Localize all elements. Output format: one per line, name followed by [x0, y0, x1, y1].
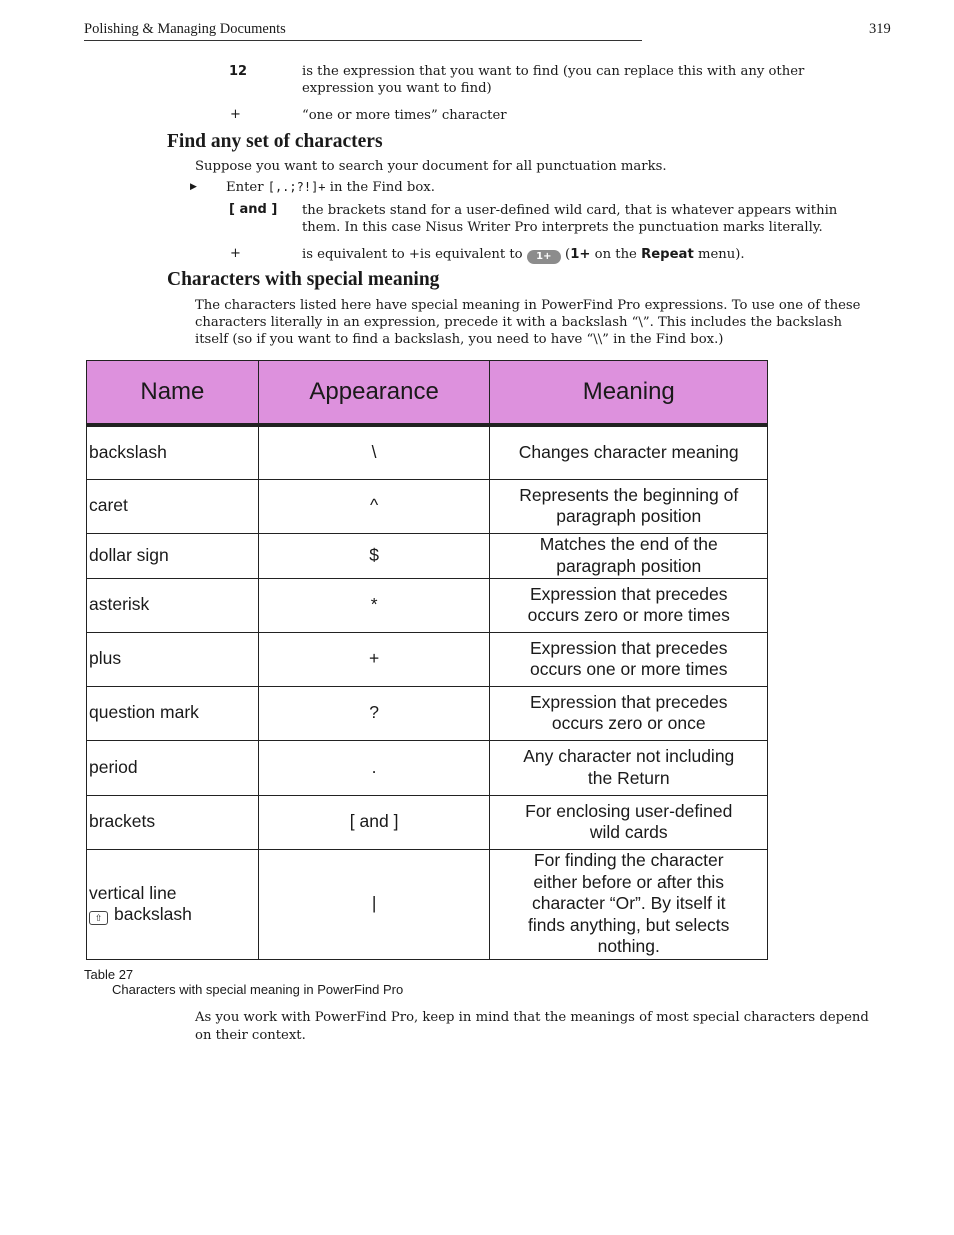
cell-name: brackets [87, 795, 259, 849]
cell-name [87, 849, 259, 959]
meaning-line: Matches the end of the [539, 534, 718, 554]
cell-appearance: \ [258, 425, 490, 479]
col-header-meaning: Meaning [490, 361, 768, 426]
meaning-line: paragraph position [556, 506, 702, 526]
meaning-line: paragraph position [556, 555, 702, 576]
cell-meaning [490, 686, 768, 740]
heading-special-meaning: Characters with special meaning [167, 269, 440, 290]
closing-line2: on their context. [195, 1028, 306, 1043]
cell-meaning [490, 849, 768, 959]
cell-meaning [490, 740, 768, 795]
meaning-line: nothing. [597, 936, 660, 957]
cell-appearance: * [258, 578, 490, 632]
find-intro: Suppose you want to search your document for all punctuation marks. [195, 159, 667, 174]
meaning-line: For finding the character [533, 850, 724, 871]
meaning-line: occurs zero or more times [527, 605, 730, 625]
meaning-line: occurs zero or once [551, 713, 706, 733]
table-caption-label: Table 27 [84, 967, 134, 982]
table-row [87, 686, 768, 740]
meaning-line: Expression that precedes [529, 637, 728, 658]
meaning-line: Expression that precedes [529, 691, 728, 712]
meaning-line: Expression that precedes [529, 583, 728, 604]
term-plus-2-desc-d: menu). [697, 247, 745, 262]
term-plus: + [230, 107, 241, 122]
table-row [87, 533, 768, 578]
cell-appearance: ? [258, 686, 490, 740]
bullet-arrow-icon: ▶ [190, 182, 197, 192]
table-row [87, 795, 768, 849]
special-para-line3: itself (so if you want to find a backslash, you need to have “\\” in the Find box.) [195, 332, 724, 347]
page-number: 319 [869, 21, 891, 37]
cell-name: asterisk [87, 578, 259, 632]
table-row [87, 479, 768, 533]
meaning-line: occurs one or more times [530, 659, 728, 679]
meaning-line: character “Or”. By itself it [531, 893, 726, 914]
cell-meaning [490, 425, 768, 479]
term-12-desc-line1: is the expression that you want to find (you can replace this with any other [302, 64, 805, 79]
term-plus-2: + [230, 246, 241, 261]
table-row [87, 425, 768, 479]
name-line-2 [89, 904, 258, 926]
cell-meaning [490, 795, 768, 849]
special-para-line2: characters literally in an expression, precede it with a backslash “\”. This includes the backslash [195, 315, 843, 330]
meaning-line: finds anything, but selects [528, 914, 730, 935]
repeat-one-plus-icon: 1+ [527, 250, 561, 264]
cell-meaning [490, 578, 768, 632]
meaning-line: either before or after this [533, 871, 725, 892]
cell-appearance: ^ [258, 479, 490, 533]
cell-appearance: | [258, 849, 490, 959]
table-row [87, 849, 768, 959]
term-plus-2-desc-c: on the [594, 247, 637, 262]
find-step [226, 179, 435, 196]
term-brackets-desc-line1: the brackets stand for a user-defined wild card, that is whatever appears within [302, 203, 838, 218]
find-step-suffix: in the Find box. [329, 180, 435, 195]
col-header-name: Name [87, 361, 259, 426]
cell-meaning [490, 479, 768, 533]
cell-appearance: . [258, 740, 490, 795]
repeat-menu-name: Repeat [641, 247, 694, 262]
cell-name: backslash [87, 425, 259, 479]
cell-appearance: + [258, 632, 490, 686]
cell-meaning [490, 533, 768, 578]
term-12: 12 [229, 64, 248, 79]
find-step-code: [,.;?!]+ [267, 180, 326, 194]
name-line: vertical line [89, 882, 177, 903]
table-header-row [87, 361, 768, 426]
closing-line1: As you work with PowerFind Pro, keep in mind that the meanings of most special characters depend [195, 1010, 869, 1025]
cell-name: question mark [87, 686, 259, 740]
term-plus-2-desc-a: is equivalent to +is equivalent to [302, 247, 523, 262]
col-header-appearance: Appearance [258, 361, 490, 426]
cell-appearance: $ [258, 533, 490, 578]
cell-name: plus [87, 632, 259, 686]
term-brackets: [ and ] [229, 202, 278, 217]
table-row [87, 632, 768, 686]
term-plus-2-desc-b: ( [565, 247, 571, 262]
meaning-line: wild cards [589, 822, 668, 842]
name-line-2-text: backslash [114, 904, 192, 924]
running-header-title: Polishing & Managing Documents [84, 21, 286, 37]
table-row [87, 578, 768, 632]
header-rule [84, 40, 642, 41]
term-plus-desc: “one or more times” character [302, 108, 507, 123]
cell-appearance: [ and ] [258, 795, 490, 849]
term-12-desc-line2: expression you want to find) [302, 81, 492, 96]
meaning-line: Represents the beginning of [519, 484, 739, 505]
meaning-line: Any character not including [523, 746, 735, 766]
special-para-line1: The characters listed here have special meaning in PowerFind Pro expressions. To use one of these [195, 298, 861, 313]
cell-name: period [87, 740, 259, 795]
term-brackets-desc-line2: them. In this case Nisus Writer Pro interprets the punctuation marks literally. [302, 220, 823, 235]
heading-find-any-set: Find any set of characters [167, 131, 383, 152]
table-caption-text: Characters with special meaning in PowerFind Pro [112, 982, 404, 997]
table-row [87, 740, 768, 795]
cell-name: caret [87, 479, 259, 533]
shift-key-icon: ⇧ [89, 911, 108, 925]
term-plus-2-desc [302, 246, 745, 264]
special-characters-table [86, 360, 768, 960]
cell-name: dollar sign [87, 533, 259, 578]
meaning-line: the Return [587, 767, 670, 788]
cell-meaning [490, 632, 768, 686]
find-step-prefix: Enter [226, 180, 264, 195]
meaning-line: For enclosing user-defined [525, 800, 733, 821]
meaning-line: Changes character meaning [518, 442, 739, 462]
term-plus-2-bold1: 1+ [570, 247, 591, 262]
